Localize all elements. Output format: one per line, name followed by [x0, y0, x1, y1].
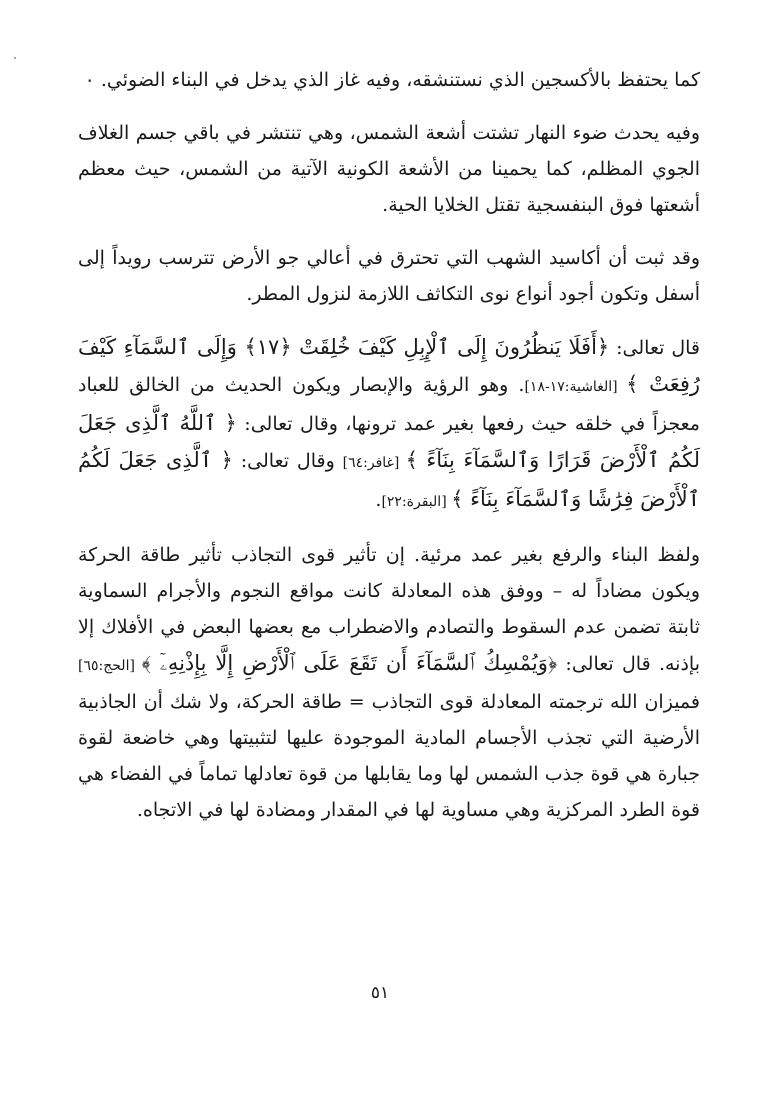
citation-baqara: [البقرة:٢٢] [381, 494, 452, 510]
quran-verse-baqara: ﴿ ٱلَّذِى جَعَلَ لَكُمُ ٱلْأَرْضَ فِرَٰشًا وَٱلسَّمَآءَ بِنَآءً ﴾ [78, 448, 700, 511]
page-number: ٥١ [370, 983, 390, 1003]
quran-verse-hajj: ﴿وَيُمْسِكُ ٱلسَّمَآءَ أَن تَقَعَ عَلَى ٱلْأَرْضِ إِلَّا بِإِذْنِهِۦٓ ﴾ [141, 651, 558, 675]
page-body [78, 62, 700, 845]
paragraph-4 [78, 329, 700, 520]
scan-speck [14, 57, 16, 59]
paragraph-4-end: . [375, 489, 382, 511]
paragraph-4-body: . وهو الرؤية والإبصار ويكون الحديث من الخالق للعباد معجزاً في خلقه حيث رفعها بغير عمد ترونها، وقال تعالى: [78, 374, 700, 435]
paragraph-5 [78, 537, 700, 828]
paragraph-1-text: كما يحتفظ بالأكسجين الذي نستنشقه، وفيه غاز الذي يدخل في البناء الضوئي. ٠ [84, 69, 700, 91]
paragraph-4-intro: قال تعالى: [609, 337, 700, 359]
paragraph-5-body: فميزان الله ترجمته المعادلة قوى التجاذب = طاقة الحركة، ولا شك أن الجاذبية الأرضية التي تجذب الأجسام المادية الموجودة عليها لتثبيتها وهي خاضعة لقوة جبارة هي قوة جذب الشمس لها وما يقابلها من قوة تعادلها تماماً في الفضاء هي قوة الطرد المركزية وهي مساوية لها في المقدار ومضادة لها في الاتجاه. [78, 691, 700, 821]
paragraph-1 [78, 62, 700, 98]
quran-verse-ghashiya: ﴿أَفَلَا يَنظُرُونَ إِلَى ٱلْإِبِلِ كَيْفَ خُلِقَتْ ﴿١٧﴾ وَإِلَى ٱلسَّمَآءِ كَيْفَ رُفِعَتْ ﴾ [78, 335, 701, 396]
paragraph-3-text: وقد ثبت أن أكاسيد الشهب التي تحترق في أعالي جو الأرض تترسب رويداً إلى أسفل وتكون أجود أنواع نوى التكاثف اللازمة لنزول المطر. [78, 247, 700, 305]
paragraph-2-text: وفيه يحدث ضوء النهار تشتت أشعة الشمس، وهي تنتشر في باقي جسم الغلاف الجوي المظلم، كما يحمينا من الأشعة الكونية الآتية من الشمس، حيث معظم أشعتها فوق البنفسجية تقتل الخلايا الحية. [78, 122, 700, 216]
paragraph-4-connector: وقال تعالى: [232, 450, 343, 472]
paragraph-3 [78, 240, 700, 312]
paragraph-2 [78, 115, 700, 223]
citation-hajj: [الحج:٦٥] [78, 658, 142, 674]
citation-ghashiya: [الغاشية:١٧-١٨] [524, 379, 627, 395]
citation-ghafir: [غافر:٦٤] [342, 455, 406, 471]
paragraph-5-intro: ولفظ البناء والرفع بغير عمد مرئية. إن تأثير قوى التجاذب تأثير طاقة الحركة ويكون مضاداً له – ووفق هذه المعادلة كانت مواقع النجوم والأجرام السماوية ثابتة تضمن عدم السقوط والتصادم والاضطراب مع بعضها البعض في الأفلاك إلا بإذنه. قال تعالى: [78, 544, 700, 675]
quran-verse-ghafir: ﴿ ٱللَّهُ ٱلَّذِى جَعَلَ لَكُمُ ٱلْأَرْضَ قَرَارًا وَٱلسَّمَآءَ بِنَآءً ﴾ [78, 411, 700, 472]
